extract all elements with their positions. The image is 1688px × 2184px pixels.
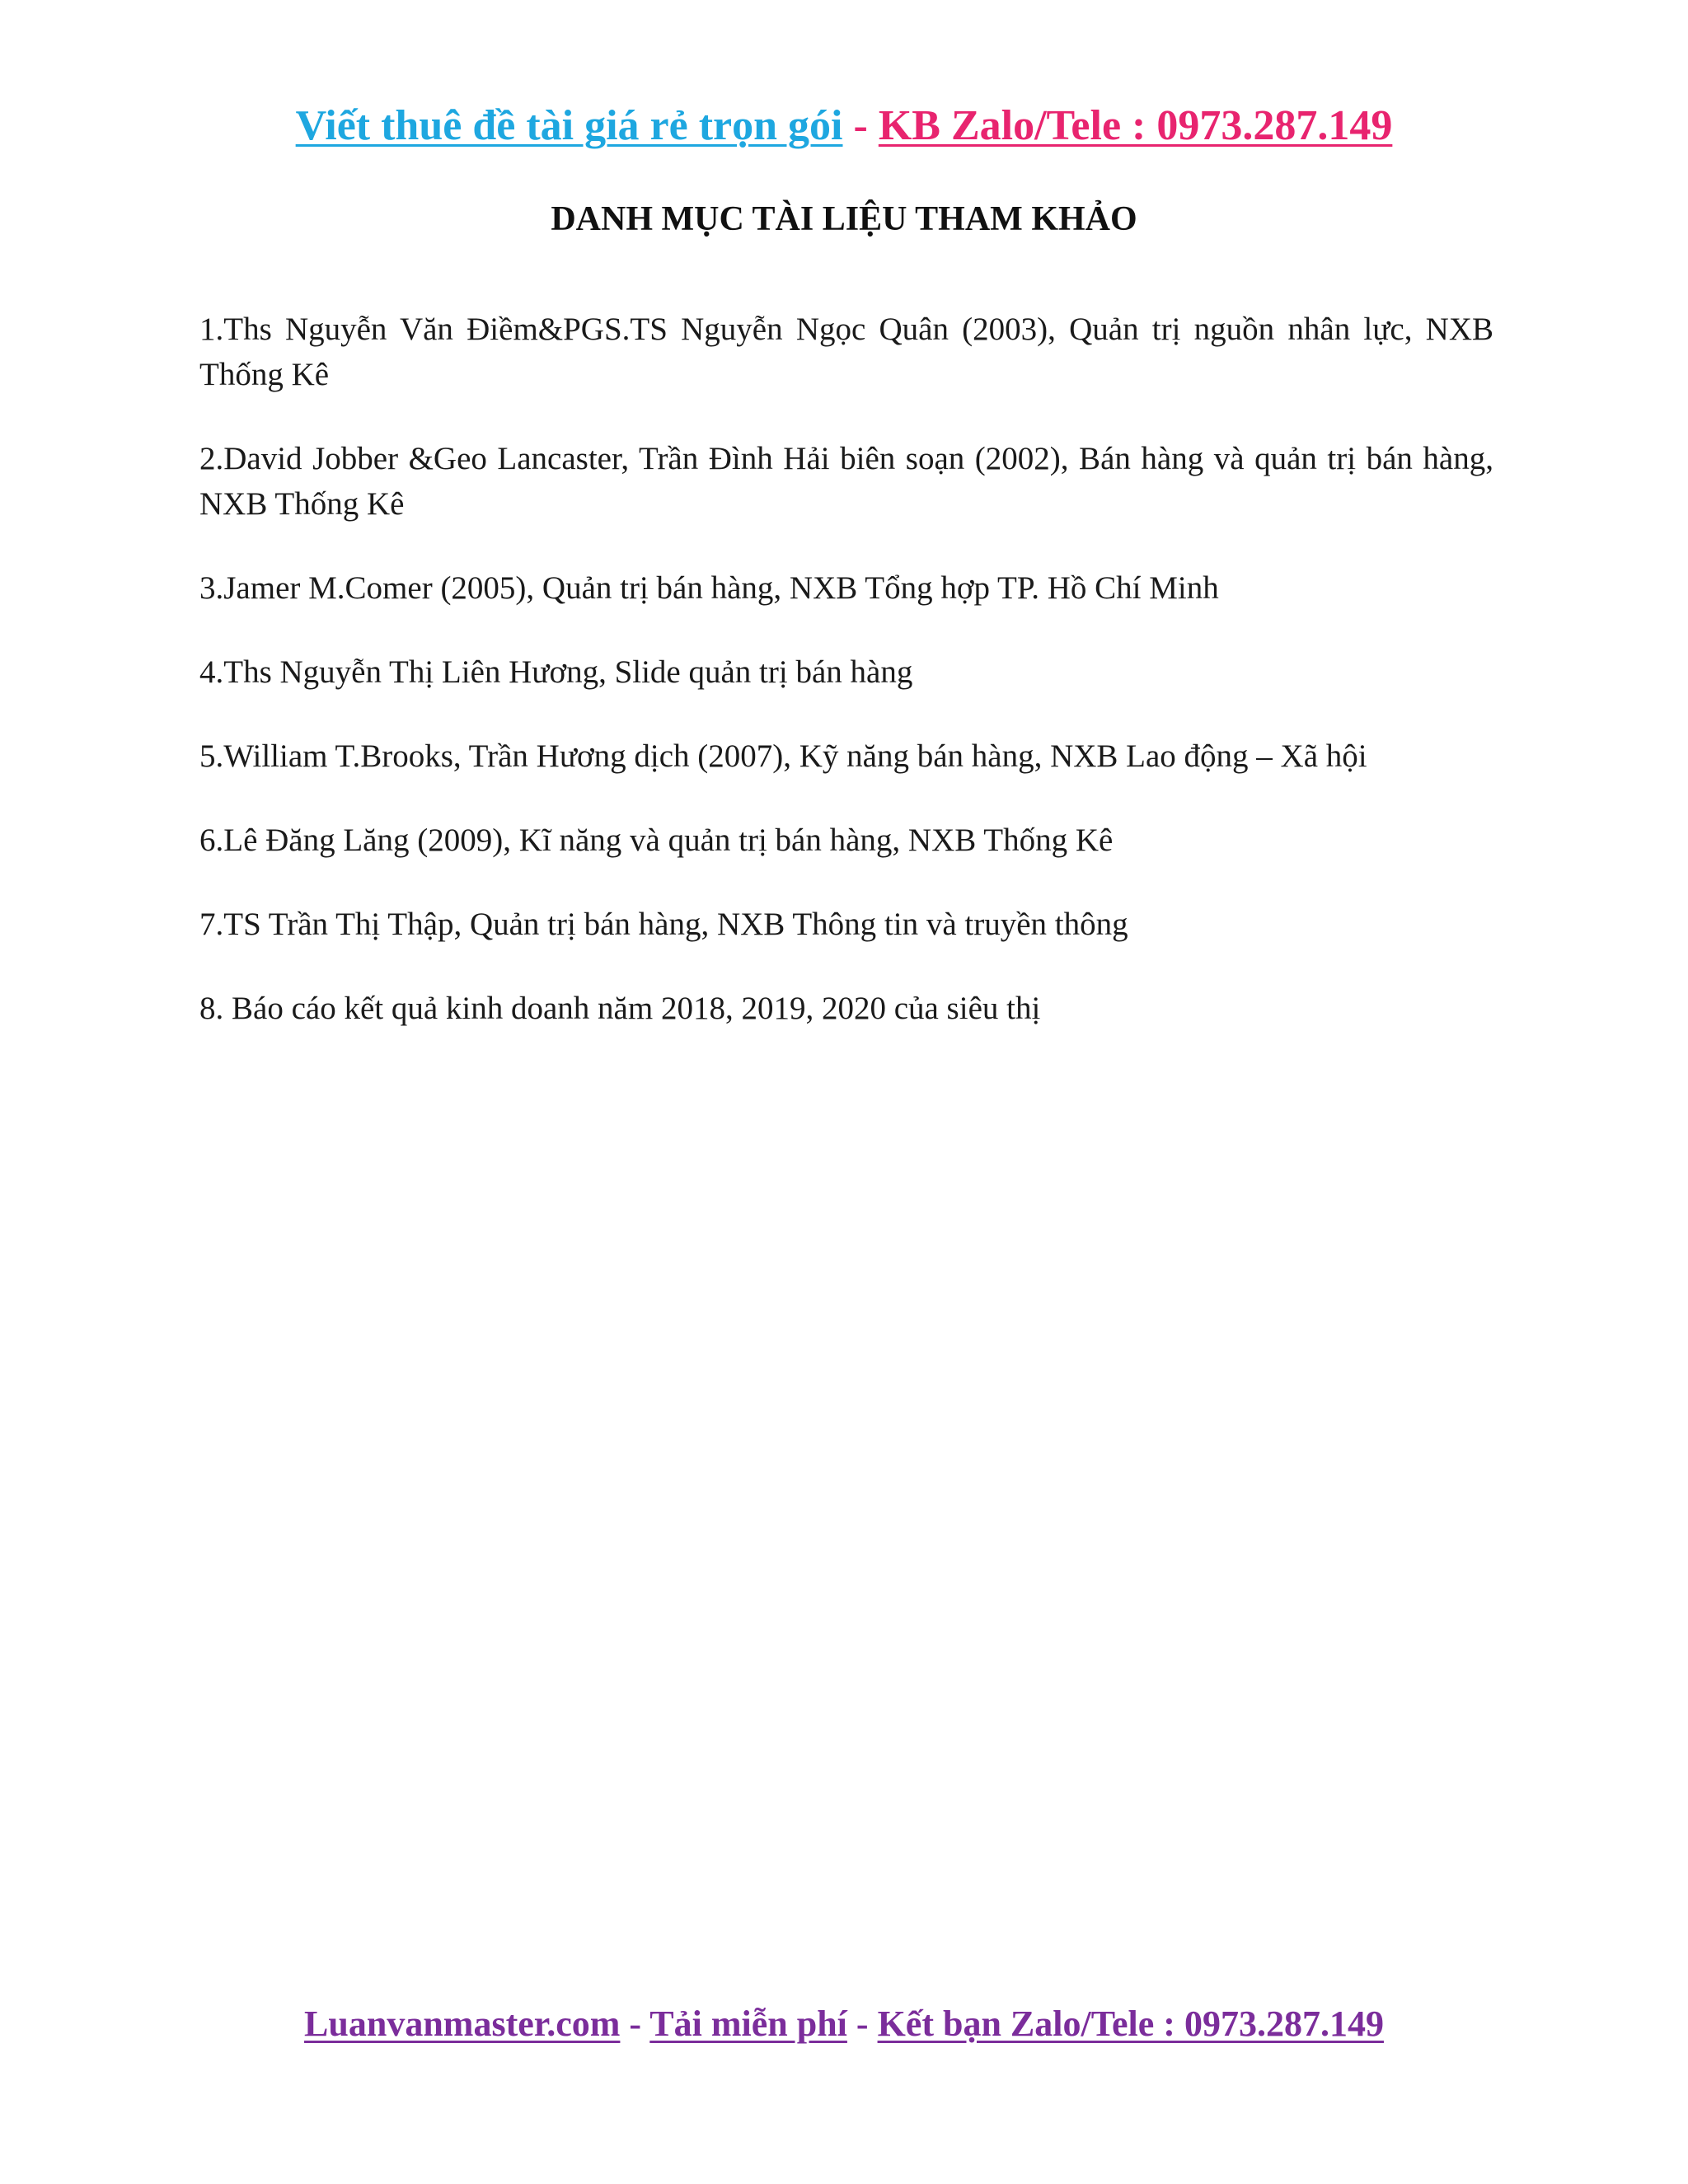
footer-download-link[interactable]: Tải miễn phí <box>649 2004 847 2044</box>
header-banner <box>0 97 1688 155</box>
reference-item-8: 8. Báo cáo kết quả kinh doanh năm 2018, 2019, 2020 của siêu thị <box>199 991 1041 1026</box>
reference-item-3: 3.Jamer M.Comer (2005), Quản trị bán hàng, NXB Tổng hợp TP. Hồ Chí Minh <box>199 570 1219 606</box>
reference-item-7: 7.TS Trần Thị Thập, Quản trị bán hàng, NXB Thông tin và truyền thông <box>199 907 1128 942</box>
footer-contact-link[interactable]: Kết bạn Zalo/Tele : 0973.287.149 <box>877 2004 1384 2044</box>
header-contact-link[interactable]: KB Zalo/Tele : 0973.287.149 <box>878 102 1393 149</box>
footer-banner <box>0 1998 1688 2050</box>
reference-item-1: 1.Ths Nguyễn Văn Điềm&PGS.TS Nguyễn Ngọc Quân (2003), Quản trị nguồn nhân lực, NXB Thống Kê <box>199 312 1493 392</box>
reference-item-6: 6.Lê Đăng Lăng (2009), Kĩ năng và quản trị bán hàng, NXB Thống Kê <box>199 823 1114 858</box>
reference-item-4: 4.Ths Nguyễn Thị Liên Hương, Slide quản trị bán hàng <box>199 654 913 690</box>
header-service-link[interactable]: Viết thuê đề tài giá rẻ trọn gói <box>295 102 843 149</box>
reference-list <box>199 307 1493 1070</box>
page-title: DANH MỤC TÀI LIỆU THAM KHẢO <box>551 200 1137 238</box>
header-separator: - <box>842 102 879 149</box>
footer-site-link[interactable]: Luanvanmaster.com <box>304 2004 621 2044</box>
reference-item-2: 2.David Jobber &Geo Lancaster, Trần Đình Hải biên soạn (2002), Bán hàng và quản trị bán hàng, NXB Thống Kê <box>199 441 1493 522</box>
reference-item-5: 5.William T.Brooks, Trần Hương dịch (2007), Kỹ năng bán hàng, NXB Lao động – Xã hội <box>199 738 1367 774</box>
footer-separator-2: - <box>846 2004 878 2044</box>
footer-separator-1: - <box>620 2004 650 2044</box>
